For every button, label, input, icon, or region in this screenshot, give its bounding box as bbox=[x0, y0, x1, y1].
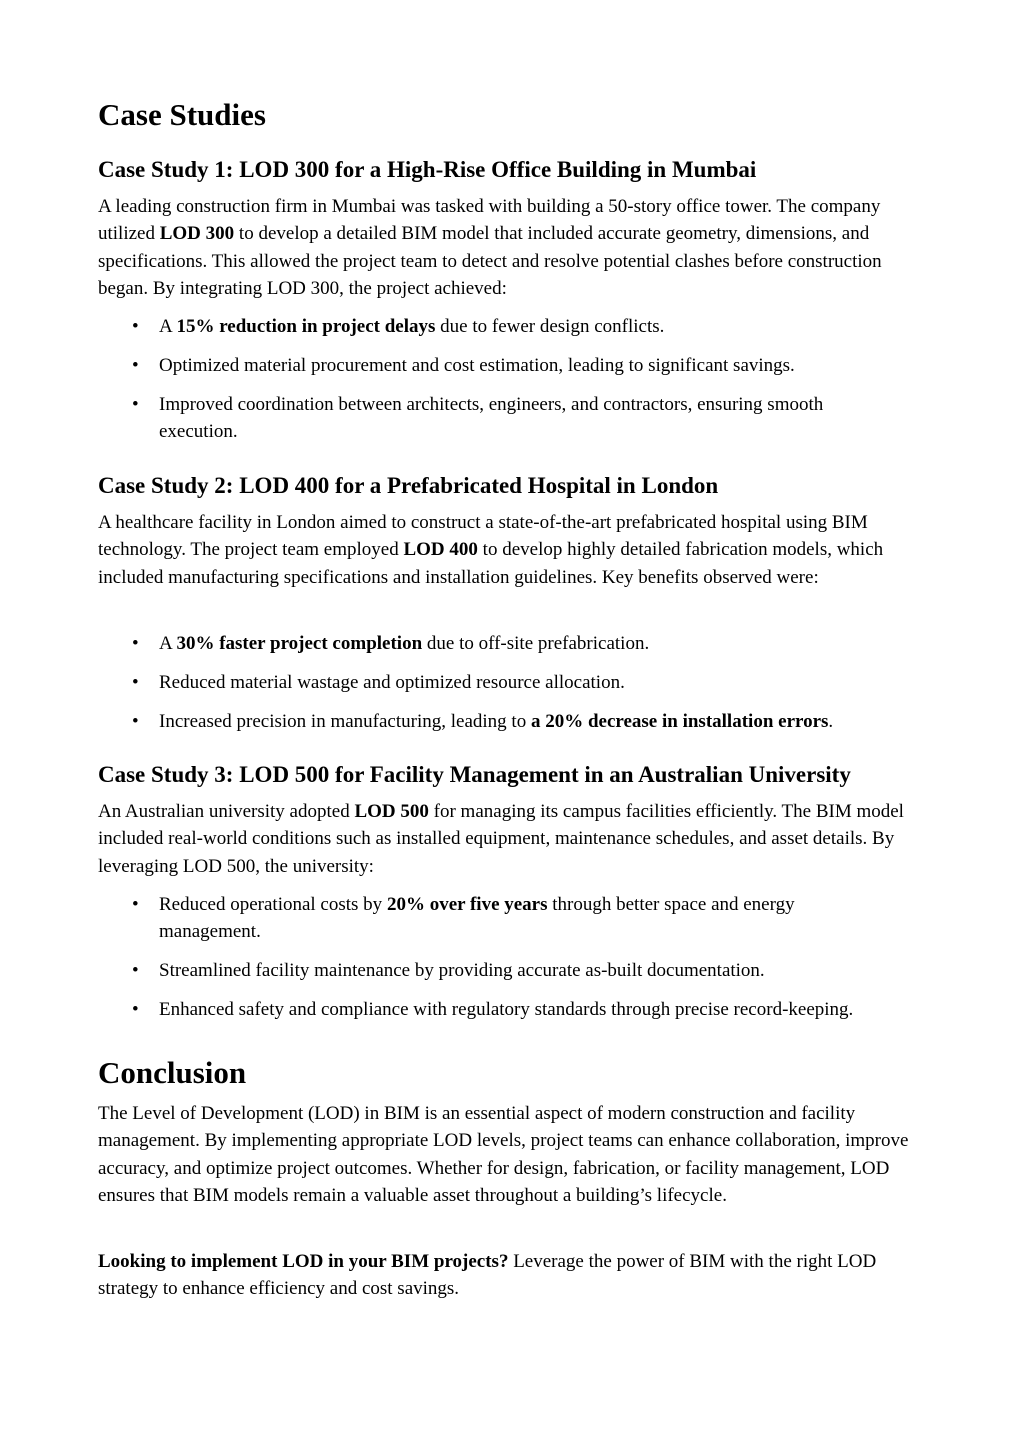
conclusion-body: The Level of Development (LOD) in BIM is an essential aspect of modern construction and facility management. By implementing appropriate LOD levels, project teams can enhance collaboration, improve accuracy, and optimize project outcomes. Whether for design, fabrication, or facility management, LOD ensures that BIM models remain a valuable asset throughout a building’s lifecycle. bbox=[98, 1103, 909, 1206]
bullet-text: Optimized material procurement and cost estimation, leading to significant savings. bbox=[159, 354, 795, 376]
intro-bold: LOD 400 bbox=[403, 539, 478, 561]
cta-text: Leverage the power of BIM with the right LOD strategy to enhance efficiency and cost savings. bbox=[98, 1251, 877, 1300]
list-item bbox=[98, 313, 899, 340]
bullet-text: through better space and energy management. bbox=[159, 894, 795, 943]
intro-text: to develop a detailed BIM model that included accurate geometry, dimensions, and specifications. This allowed the project team to detect and resolve potential clashes before construction began. By integrating LOD 300, the project achieved: bbox=[98, 223, 882, 299]
case-study-1-intro bbox=[98, 193, 930, 302]
conclusion-heading: Conclusion bbox=[98, 1055, 247, 1090]
bullet-icon: • bbox=[132, 393, 139, 415]
list-item bbox=[98, 352, 899, 379]
case-study-2-intro bbox=[98, 509, 930, 591]
bullet-text: due to off-site prefabrication. bbox=[422, 633, 650, 654]
intro-text: A healthcare facility in London aimed to construct a state-of-the-art prefabricated hospital using BIM technology. The project team employed bbox=[98, 512, 868, 561]
list-item bbox=[98, 669, 899, 696]
bullet-text: A bbox=[159, 316, 177, 337]
intro-text: An Australian university adopted bbox=[98, 801, 355, 822]
intro-text: A leading construction firm in Mumbai was tasked with building a 50-story office tower. The company utilized bbox=[98, 196, 881, 245]
bullet-bold: 15% reduction in project delays bbox=[176, 316, 436, 337]
conclusion-cta bbox=[98, 1248, 930, 1303]
bullet-text: A bbox=[159, 633, 177, 654]
case-study-1-bullets bbox=[98, 313, 930, 457]
bullet-text: . bbox=[828, 710, 834, 732]
bullet-icon: • bbox=[132, 894, 139, 915]
bullet-bold: a 20% decrease in installation errors bbox=[530, 710, 829, 732]
case-study-2-bullets bbox=[98, 630, 930, 747]
bullet-text: Reduced operational costs by bbox=[159, 894, 387, 915]
case-studies-heading: Case Studies bbox=[98, 97, 266, 132]
bullet-icon: • bbox=[132, 671, 139, 693]
bullet-icon: • bbox=[132, 710, 139, 732]
bullet-text: Reduced material wastage and optimized resource allocation. bbox=[159, 671, 625, 693]
case-study-2-title: Case Study 2: LOD 400 for a Prefabricated Hospital in London bbox=[98, 473, 719, 498]
intro-text: to develop highly detailed fabrication models, which included manufacturing specifications and installation guidelines. Key benefits observed were: bbox=[98, 539, 884, 588]
bullet-icon: • bbox=[132, 316, 139, 337]
bullet-text: Improved coordination between architects, engineers, and contractors, ensuring smooth execution. bbox=[159, 393, 824, 443]
bullet-bold: 30% faster project completion bbox=[176, 633, 423, 654]
list-item bbox=[98, 708, 899, 735]
list-item bbox=[98, 630, 899, 657]
bullet-icon: • bbox=[132, 354, 139, 376]
intro-bold: LOD 500 bbox=[354, 801, 429, 822]
case-study-3-bullets bbox=[98, 891, 930, 1035]
intro-bold: LOD 300 bbox=[159, 223, 235, 245]
list-item bbox=[98, 391, 899, 446]
bullet-text: Streamlined facility maintenance by providing accurate as-built documentation. bbox=[159, 960, 765, 982]
case-study-1-title: Case Study 1: LOD 300 for a High-Rise Office Building in Mumbai bbox=[98, 157, 757, 182]
bullet-icon: • bbox=[132, 960, 139, 982]
case-study-3-intro bbox=[98, 798, 930, 880]
list-item bbox=[98, 957, 899, 984]
case-study-3-title: Case Study 3: LOD 500 for Facility Management in an Australian University bbox=[98, 762, 851, 787]
bullet-bold: 20% over five years bbox=[386, 894, 548, 915]
bullet-text: Enhanced safety and compliance with regulatory standards through precise record-keeping. bbox=[159, 999, 854, 1021]
intro-text: for managing its campus facilities efficiently. The BIM model included real-world conditions such as installed equipment, maintenance schedules, and asset details. By leveraging LOD 500, the university: bbox=[98, 801, 904, 877]
bullet-text: due to fewer design conflicts. bbox=[435, 316, 665, 337]
bullet-icon: • bbox=[132, 999, 139, 1021]
list-item bbox=[98, 996, 899, 1023]
cta-bold: Looking to implement LOD in your BIM projects? bbox=[98, 1251, 509, 1272]
bullet-icon: • bbox=[132, 633, 139, 654]
bullet-text: Increased precision in manufacturing, leading to bbox=[159, 710, 531, 732]
list-item bbox=[98, 891, 899, 946]
